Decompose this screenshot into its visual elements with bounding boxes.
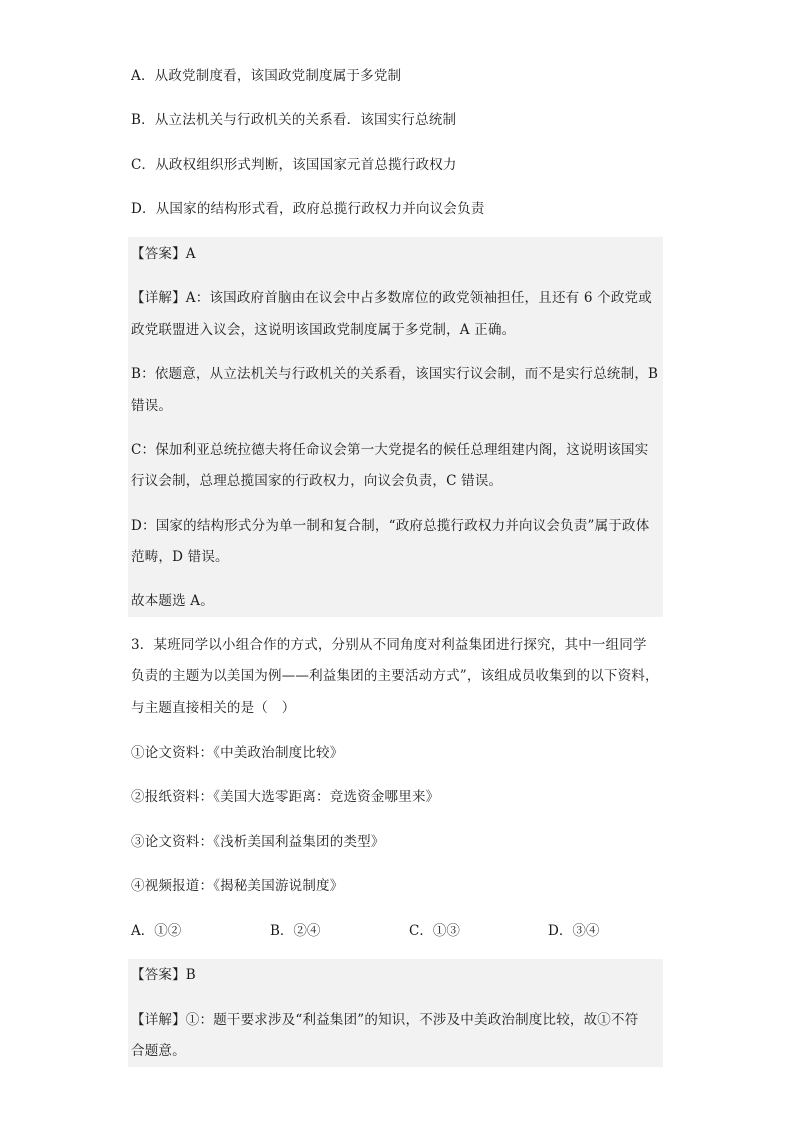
q2-option-a: A．从政党制度看，该国政党制度属于多党制 [131,68,402,84]
q2-detail-c-line1: C：保加利亚总统拉德夫将任命议会第一大党提名的候任总理组建内阁，这说明该国实 [131,442,649,458]
q2-detail-a-line1: 【详解】A：该国政府首脑由在议会中占多数席位的政党领袖担任，且还有 6 个政党或 [131,290,652,306]
q2-detail-a-line2: 政党联盟进入议会，这说明该国政党制度属于多党制，A 正确。 [131,322,516,338]
q3-detail-line1: 【详解】①：题干要求涉及“利益集团”的知识，不涉及中美政治制度比较，故①不符 [131,1012,639,1028]
q2-answer: 【答案】A [131,246,196,262]
q2-option-d: D．从国家的结构形式看，政府总揽行政权力并向议会负责 [131,201,485,217]
q2-detail-c-line2: 行议会制，总理总揽国家的行政权力，向议会负责，C 错误。 [131,473,503,489]
q2-detail-d-line1: D：国家的结构形式分为单一制和复合制，“政府总揽行政权力并向议会负责”属于政体 [131,518,650,534]
q3-detail-line2: 合题意。 [131,1043,186,1059]
q3-answer: 【答案】B [131,967,196,983]
q2-conclusion: 故本题选 A。 [131,593,214,609]
q2-detail-b-line1: B：依题意，从立法机关与行政机关的关系看，该国实行议会制，而不是实行总统制，B [131,366,659,382]
q3-stem-line1: 3．某班同学以小组合作的方式，分别从不同角度对利益集团进行探究，其中一组同学 [131,637,647,653]
q2-option-c: C．从政权组织形式判断，该国国家元首总揽行政权力 [131,157,457,173]
q3-item-2: ②报纸资料：《美国大选零距离：竞选资金哪里来》 [131,789,440,805]
q3-item-1: ①论文资料：《中美政治制度比较》 [131,745,344,761]
q2-detail-b-line2: 错误。 [131,398,173,414]
q3-stem-line2: 负责的主题为以美国为例——利益集团的主要活动方式”，该组成员收集到的以下资料， [131,668,659,684]
q2-detail-d-line2: 范畴，D 错误。 [131,549,229,565]
q3-choice-d: D．③④ [548,923,600,939]
q2-option-b: B．从立法机关与行政机关的关系看．该国实行总统制 [131,112,457,128]
q3-choice-a: A．①② [131,923,182,939]
q3-item-4: ④视频报道：《揭秘美国游说制度》 [131,878,344,894]
q3-item-3: ③论文资料：《浅析美国利益集团的类型》 [131,834,385,850]
q3-choice-c: C．①③ [409,923,460,939]
q3-choice-b: B．②④ [270,923,321,939]
q3-stem-line3: 与主题直接相关的是（ ） [131,700,296,716]
